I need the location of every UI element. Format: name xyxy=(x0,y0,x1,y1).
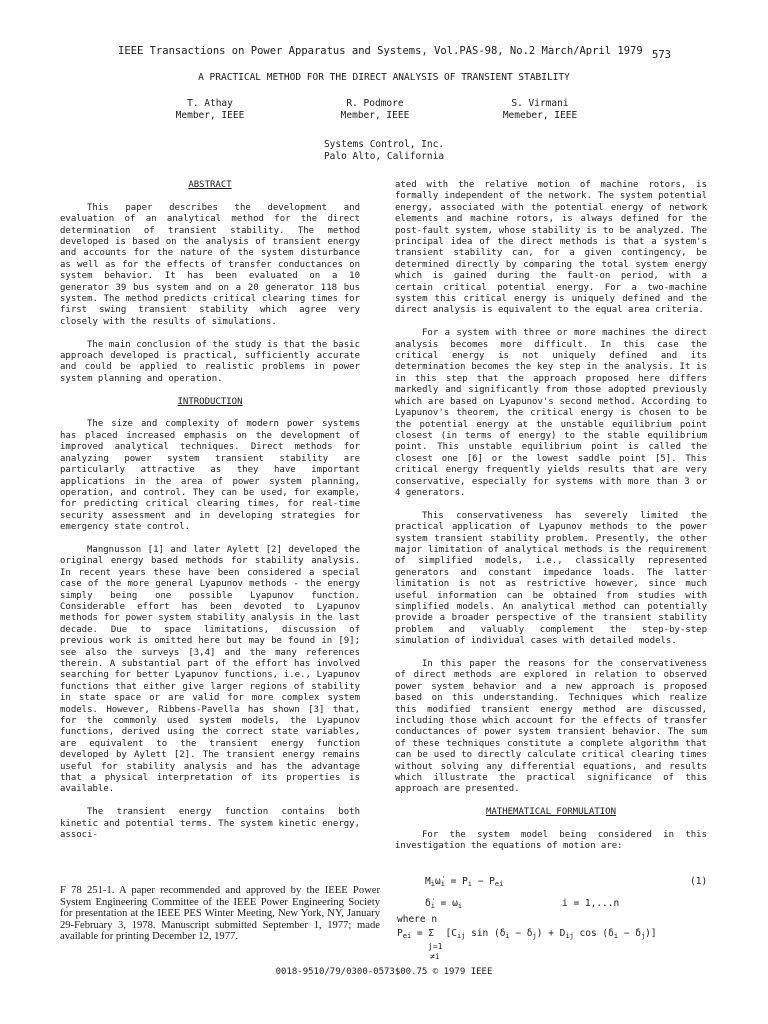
page-number: 573 xyxy=(652,49,671,61)
left-column xyxy=(60,180,360,853)
equation-motion: $M_i\omegȧ_i = P_i - P_{ei}$ xyxy=(425,876,504,888)
introduction-paragraph: Mangnusson [1] and later Aylett [2] developed the original energy based methods for stability analysis. In recent years these have been considered a special case of the more general Lyapunov methods - the energy simply being one possible Lyapunov function. Considerable effort has been devoted to Lyapunov methods for power system stability analysis in the last decade. Due to space limitations, discussion of previous work is omitted here but may be found in [9]; see also the surveys [3,4] and the many references therein. A substantial part of the effort has involved searching for better Lyapunov functions, i.e., Lyapunov functions that either give larger regions of stability in state space or are valid for more complex system models. However, Ribbens-Pavella has shown [3] that, for the commonly used system models, the Lyapunov functions, derived using the correct state variables, are equivalent to the transient energy function developed by Aylett [2]. The transient energy remains useful for stability analysis and has the advantage that a physical interpretation of its properties is available. xyxy=(60,544,360,795)
introduction-paragraph: The transient energy function contains both kinetic and potential terms. The system kinetic energy, associ- xyxy=(60,807,360,841)
equation-angle: $\deltȧ_i = \omega_i$ xyxy=(425,898,463,910)
abstract-paragraph: This paper describes the development and evaluation of an analytical method for the direct determination of transient stability. The method developed is based on the analysis of transient energy and accounts for the nature of the system disturbance as well as for the effects of transfer conductances on system behavior. It has been evaluated on a 10 generator 39 bus system and on a 20 generator 118 bus system. The method predicts critical clearing times for first swing transient stability which agree very closely with the results of simulations. xyxy=(60,202,360,327)
equation-pei: $P_{ei} = \Sigma$ [$C_{ij}$ $\sin (\delta_i - \delta_j) + D_{ij}$ $\cos (\delta_i - \delta_j)$] xyxy=(397,928,657,940)
affiliation-org: Systems Control, Inc. xyxy=(323,139,445,150)
journal-header: IEEE Transactions on Power Apparatus and Systems, Vol.PAS-98, No.2 March/April 1979 xyxy=(118,45,643,57)
equation-range: i = 1,...n xyxy=(562,898,620,909)
sum-exclusion: ≠i xyxy=(430,952,440,961)
footnote: F 78 251-1. A paper recommended and approved by the IEEE Power System Engineering Committee of the IEEE Power Engineering Society for presentation at the IEEE PES Winter Meeting, New York, NY, January 29-February 3, 1978. Manuscript submitted September 1, 1977; made available for printing December 12, 1977. xyxy=(60,885,380,943)
body-paragraph: ated with the relative motion of machine rotors, is formally independent of the network. The system potential energy, associated with the potential energy of network elements and machine rotors, is always defined for the post-fault system, whose stability is to be analyzed. The principal idea of the direct methods is that a system's transient stability can, for a given contingency, be determined directly by comparing the total system energy which is gained during the fault-on period, with a certain critical potential energy. For a two-machine system this critical energy is uniquely defined and the direct analysis is equivalent to the equal area criteria. xyxy=(395,180,707,316)
abstract-paragraph: The main conclusion of the study is that the basic approach developed is practical, sufficiently accurate and could be applied to realistic problems in power system planning and operation. xyxy=(60,339,360,384)
introduction-paragraph: The size and complexity of modern power systems has placed increased emphasis on the development of improved analytical techniques. Direct methods for analyzing power system transient stability are particularly attractive as they have important applications in the area of power system planning, operation, and control. They can be used, for example, for predicting critical clearing times, for real-time security assessment and in developing strategies for emergency state control. xyxy=(60,419,360,533)
affiliation-city: Palo Alto, California xyxy=(323,151,445,162)
affiliation xyxy=(284,139,484,163)
author-role: Memeber, IEEE xyxy=(502,110,578,121)
author-block xyxy=(475,98,605,122)
author-block xyxy=(310,98,440,122)
where-label: where n xyxy=(397,914,438,925)
author-role: Member, IEEE xyxy=(175,110,245,121)
equation-number: (1) xyxy=(690,876,708,887)
copyright-footer: 0018-9510/79/0300-0573$00.75 © 1979 IEEE xyxy=(275,967,493,977)
sum-index: j=1 xyxy=(428,942,443,951)
author-name: R. Podmore xyxy=(346,98,404,109)
math-heading: MATHEMATICAL FORMULATION xyxy=(485,807,617,818)
author-name: S. Virmani xyxy=(511,98,569,109)
body-paragraph: In this paper the reasons for the conservativeness of direct methods are explored in relation to observed power system behavior and a new approach is proposed based on this understanding. Techniques which realize this modified transient energy method are discussed, including those which account for the effects of transfer conductances of power system transient behavior. The sum of these techniques constitute a complete algorithm that can be used to directly calculate critical clearing times without solving any differential equations, and results which illustrate the practical significance of this approach are presented. xyxy=(395,659,707,795)
paper-title: A PRACTICAL METHOD FOR THE DIRECT ANALYSIS OF TRANSIENT STABILITY xyxy=(198,72,570,83)
introduction-heading: INTRODUCTION xyxy=(177,396,243,407)
body-paragraph: For the system model being considered in this investigation the equations of motion are: xyxy=(395,830,707,852)
author-name: T. Athay xyxy=(187,98,233,109)
author-role: Member, IEEE xyxy=(340,110,410,121)
body-paragraph: This conservativeness has severely limited the practical application of Lyapunov methods to the power system transient stability problem. Presently, the other major limitation of analytical methods is the requirement of simplified models, i.e., classically represented generators and constant impedance loads. The latter limitation is not as restrictive however, since much useful information can be obtained from studies with simplified models. An analytical method can potentially provide a broader perspective of the transient stability problem and valuably complement the step-by-step simulation of individual cases with detailed models. xyxy=(395,510,707,647)
body-paragraph: For a system with three or more machines the direct analysis becomes more difficult. In this case the critical energy is not uniquely defined and its determination becomes the key step in the analysis. It is in this step that the approach proposed here differs markedly and significantly from those adopted previously which are based on Lyapunov's second method. According to Lyapunov's theorem, the critical energy is chosen to be the potential energy at the unstable equilibrium point closest (in terms of energy) to the stable equilibrium point. This unstable equilibrium point is called the closest one [6] or the lowest saddle point [5]. This critical energy frequently yields results that are very conservative, especially for systems with more than 3 or 4 generators. xyxy=(395,328,707,498)
author-block xyxy=(145,98,275,122)
abstract-heading: ABSTRACT xyxy=(188,180,232,190)
right-column xyxy=(395,180,707,864)
